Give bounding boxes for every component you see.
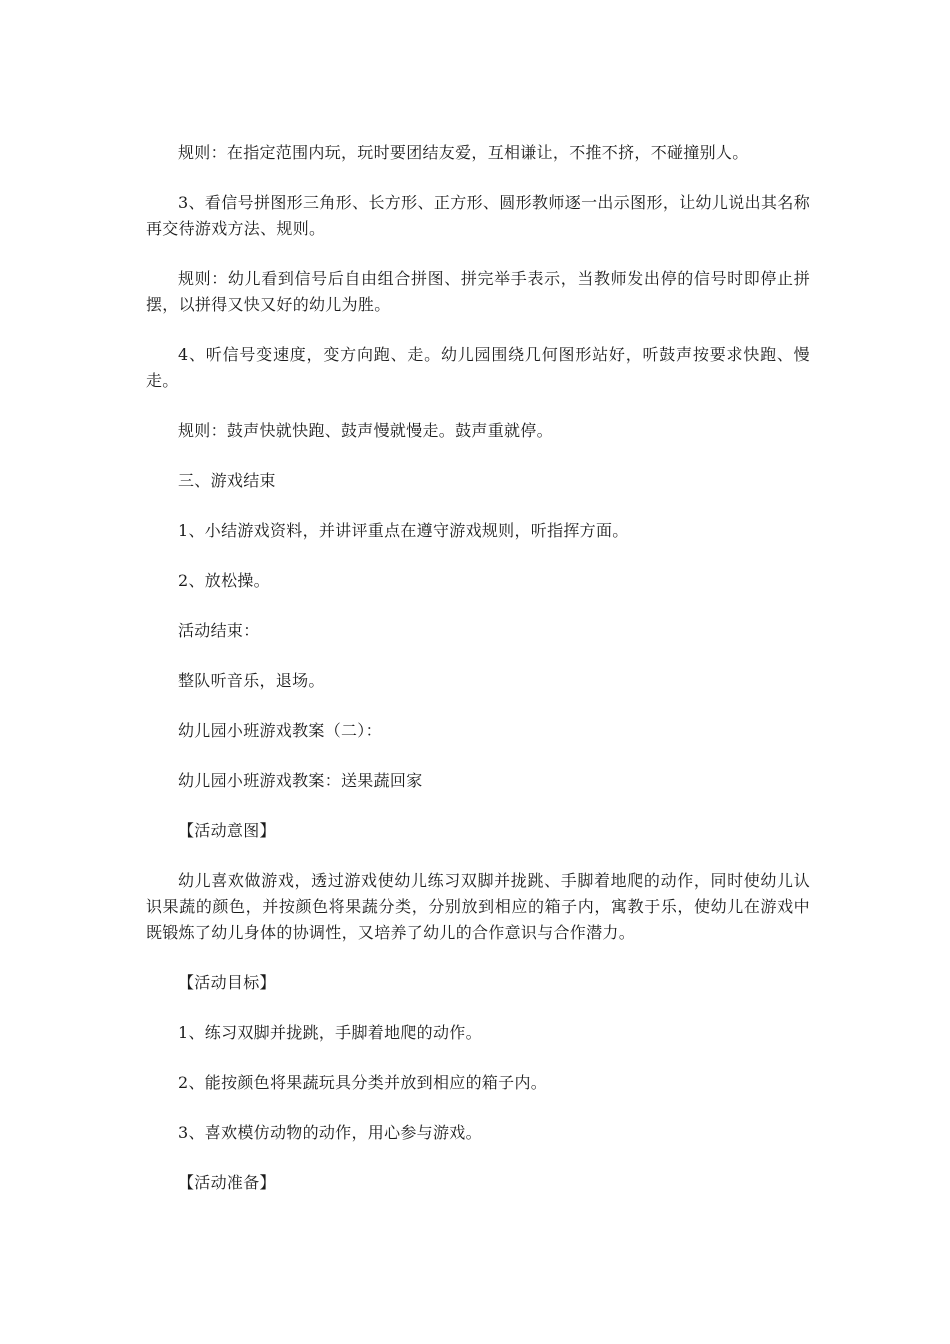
paragraph-intent: 幼儿喜欢做游戏，透过游戏使幼儿练习双脚并拢跳、手脚着地爬的动作，同时使幼儿认识果蔬的颜色，并按颜色将果蔬分类，分别放到相应的箱子内，寓教于乐，使幼儿在游戏中既锻炼了幼儿身体的协调性，又培养了幼儿的合作意识与合作潜力。 <box>146 871 810 942</box>
paragraph-rule-1: 规则：在指定范围内玩，玩时要团结友爱，互相谦让，不推不挤，不碰撞别人。 <box>178 143 749 162</box>
paragraph-activity-end-label: 活动结束： <box>178 621 260 640</box>
paragraph-goal-1: 1、练习双脚并拢跳，手脚着地爬的动作。 <box>178 1023 482 1042</box>
paragraph-relax: 2、放松操。 <box>178 571 270 590</box>
paragraph-exit: 整队听音乐，退场。 <box>178 671 325 690</box>
paragraph-rule-4: 规则：鼓声快就快跑、鼓声慢就慢走。鼓声重就停。 <box>178 421 553 440</box>
section-heading-game-end: 三、游戏结束 <box>178 471 276 490</box>
section-heading-goals: 【活动目标】 <box>178 973 276 992</box>
paragraph-plan-two-subtitle: 幼儿园小班游戏教案：送果蔬回家 <box>178 771 423 790</box>
section-heading-preparation: 【活动准备】 <box>178 1173 276 1192</box>
paragraph-plan-two-title: 幼儿园小班游戏教案（二）： <box>178 721 382 740</box>
paragraph-step-3: 3、看信号拼图形三角形、长方形、正方形、圆形教师逐一出示图形，让幼儿说出其名称再交待游戏方法、规则。 <box>146 193 810 238</box>
paragraph-goal-2: 2、能按颜色将果蔬玩具分类并放到相应的箱子内。 <box>178 1073 548 1092</box>
paragraph-rule-3: 规则：幼儿看到信号后自由组合拼图、拼完举手表示，当教师发出停的信号时即停止拼摆，以拼得又快又好的幼儿为胜。 <box>146 269 810 314</box>
section-heading-intent: 【活动意图】 <box>178 821 276 840</box>
paragraph-step-4: 4、听信号变速度，变方向跑、走。幼儿园围绕几何图形站好，听鼓声按要求快跑、慢走。 <box>146 345 810 390</box>
document-body <box>146 140 810 1196</box>
paragraph-summary: 1、小结游戏资料，并讲评重点在遵守游戏规则，听指挥方面。 <box>178 521 629 540</box>
paragraph-goal-3: 3、喜欢模仿动物的动作，用心参与游戏。 <box>178 1123 482 1142</box>
